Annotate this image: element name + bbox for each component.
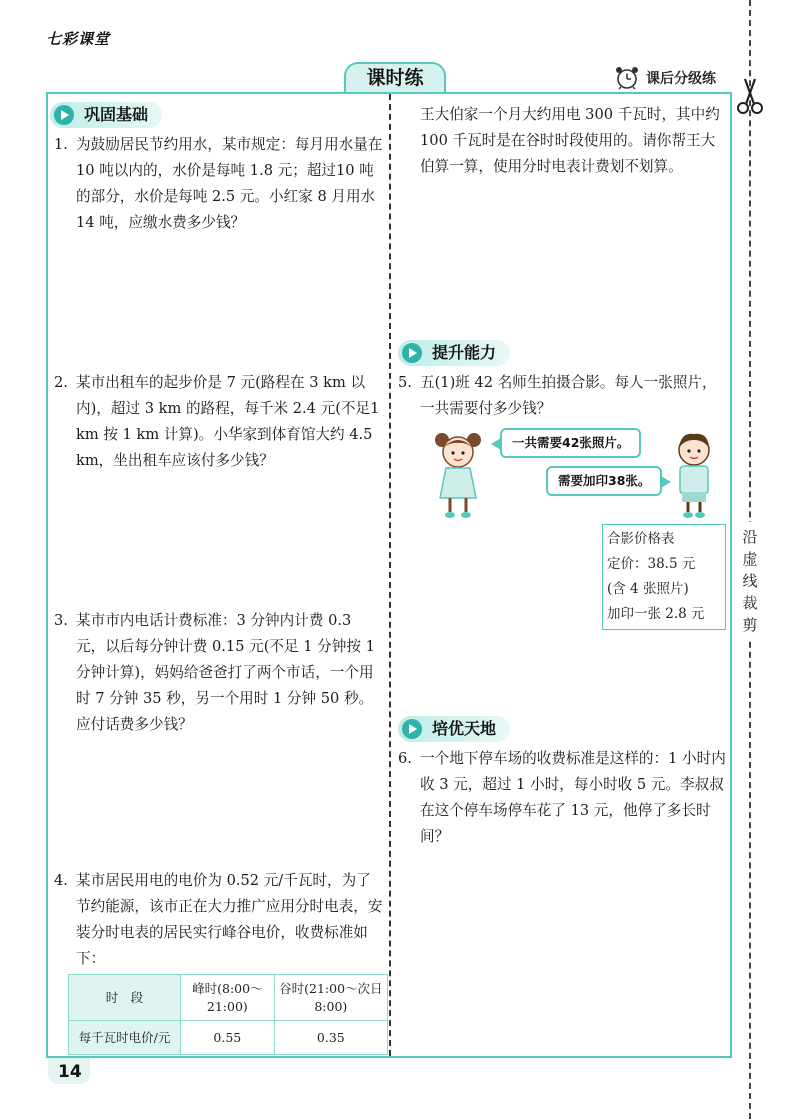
play-icon (402, 719, 422, 739)
question-4 (54, 868, 384, 972)
question-number: 1. (54, 136, 68, 153)
scissors-icon (735, 76, 765, 116)
question-5 (398, 370, 728, 422)
section-excel (398, 716, 510, 742)
alarm-clock-icon (614, 66, 640, 90)
speech-bubble-boy: 需要加印38张。 (546, 466, 662, 496)
table-row (69, 975, 388, 1021)
play-icon (402, 343, 422, 363)
price-card-line: 定价：38.5 元 (607, 556, 696, 572)
question-text: 王大伯家一个月大约用电 300 千瓦时，其中约 100 千瓦时是在谷时时段使用的。请你帮王大伯算一算，使用分时电表计费划不划算。 (420, 106, 720, 175)
question-text: 某市出租车的起步价是 7 元(路程在 3 km 以内)，超过 3 km 的路程，每千米 2.4 元(不足1 km 按 1 km 计算)。小华家到体育馆大约 4.5 km，坐出租车应该付多少钱？ (76, 374, 380, 469)
question-text: 某市市内电话计费标准：3 分钟内计费 0.3 元，以后每分钟计费 0.15 元(不足 1 分钟按 1 分钟计算)，妈妈给爸爸打了两个市话，一个用时 7 分钟 35 秒，另一个用时 1 分钟 50 秒。应付话费多少钱？ (76, 612, 375, 733)
section-basic-pill (50, 102, 162, 128)
price-card-title: 合影价格表 (607, 531, 675, 547)
question-2 (54, 370, 384, 474)
question-1 (54, 132, 384, 236)
section-improve-title: 提升能力 (432, 343, 497, 362)
question-4-continued (398, 102, 728, 180)
brand-logo: 七彩课堂 (46, 30, 111, 48)
question-number: 3. (54, 612, 68, 629)
question-number: 5. (398, 374, 412, 391)
play-icon (54, 105, 74, 125)
section-basic (50, 102, 162, 128)
table-cell-valley-price: 0.35 (274, 1021, 387, 1055)
table-header-period: 时 段 (69, 975, 181, 1021)
question-6 (398, 746, 728, 850)
question-number: 6. (398, 750, 412, 767)
price-card-line: (含 4 张照片) (607, 581, 689, 597)
question-text: 五(1)班 42 名师生拍摄合影。每人一张照片，一共需要付多少钱？ (420, 374, 717, 417)
section-excel-title: 培优天地 (432, 719, 497, 738)
tariff-table (68, 974, 388, 1055)
section-excel-pill (398, 716, 510, 742)
speech-bubble-girl: 一共需要42张照片。 (500, 428, 641, 458)
section-basic-title: 巩固基础 (84, 105, 149, 124)
price-card-line: 加印一张 2.8 元 (607, 606, 705, 622)
column-divider (389, 94, 391, 1056)
price-card (602, 524, 726, 630)
section-improve-pill (398, 340, 510, 366)
table-cell-peak-price: 0.55 (181, 1021, 275, 1055)
cut-instruction: 沿虚线裁剪 (738, 522, 762, 640)
after-class-text: 课后分级练 (646, 71, 716, 87)
question-3 (54, 608, 384, 738)
question-text: 一个地下停车场的收费标准是这样的：1 小时内收 3 元，超过 1 小时，每小时收 5 元。李叔叔在这个停车场停车花了 13 元，他停了多长时间？ (420, 750, 726, 845)
question-text: 某市居民用电的电价为 0.52 元/千瓦时，为了节约能源，该市正在大力推广应用分时电表，安装分时电表的居民实行峰谷电价，收费标准如下： (76, 872, 383, 967)
boy-illustration-icon (666, 428, 722, 520)
table-header-peak: 峰时(8:00～21:00) (181, 975, 275, 1021)
table-header-valley: 谷时(21:00～次日 8:00) (274, 975, 387, 1021)
page-number: 14 (58, 1062, 82, 1082)
section-improve (398, 340, 510, 366)
table-row (69, 1021, 388, 1055)
page-title: 课时练 (344, 62, 446, 92)
girl-illustration-icon (430, 428, 486, 520)
question-text: 为鼓励居民节约用水，某市规定：每月用水量在 10 吨以内的，水价是每吨 1.8 元；超过10 吨的部分，水价是每吨 2.5 元。小红家 8 月用水 14 吨，应缴水费多少钱？ (76, 136, 383, 231)
after-class-label (614, 66, 716, 90)
question-number: 4. (54, 872, 68, 889)
question-number: 2. (54, 374, 68, 391)
table-row-label: 每千瓦时电价/元 (69, 1021, 181, 1055)
